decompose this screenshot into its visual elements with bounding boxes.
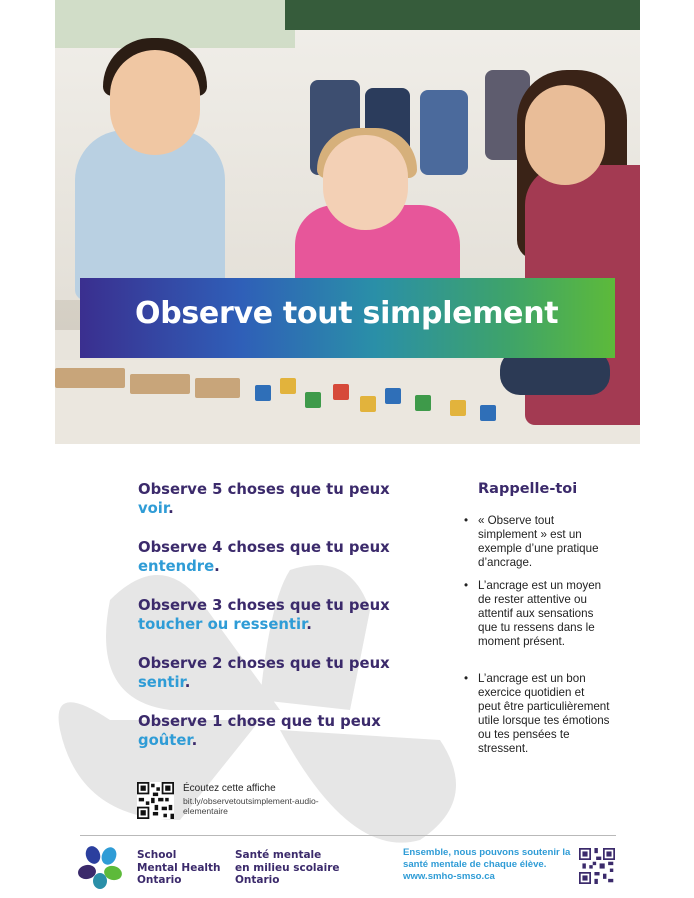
qr-code-icon[interactable] — [137, 782, 174, 819]
reminder-title: Rappelle-toi — [478, 481, 578, 497]
observe-item-see: Observe 5 choses que tu peux voir. — [138, 481, 390, 517]
footer-tagline: Ensemble, nous pouvons soutenir la santé mentale de chaque élève. — [403, 847, 571, 870]
org-name-english: School Mental Health Ontario — [137, 849, 221, 886]
org-name-french: Santé mentale en milieu scolaire Ontario — [235, 849, 340, 886]
observe-item-touch: Observe 3 choses que tu peux toucher ou ressentir. — [138, 597, 390, 633]
audio-label: Écoutez cette affiche — [183, 783, 276, 794]
audio-link[interactable]: bit.ly/observetoutsimplement-audio-elementaire — [183, 796, 319, 816]
observe-item-taste: Observe 1 chose que tu peux goûter. — [138, 713, 381, 749]
footer-divider — [80, 835, 616, 836]
smho-flower-logo-icon — [78, 845, 122, 889]
website-link[interactable]: www.smho-smso.ca — [403, 871, 495, 882]
qr-code-icon[interactable] — [579, 848, 615, 884]
hero-photo — [55, 0, 640, 444]
observe-item-hear: Observe 4 choses que tu peux entendre. — [138, 539, 390, 575]
observe-item-smell: Observe 2 choses que tu peux sentir. — [138, 655, 390, 691]
title-banner — [80, 278, 615, 358]
poster-title: Observe tout simplement — [135, 296, 559, 331]
